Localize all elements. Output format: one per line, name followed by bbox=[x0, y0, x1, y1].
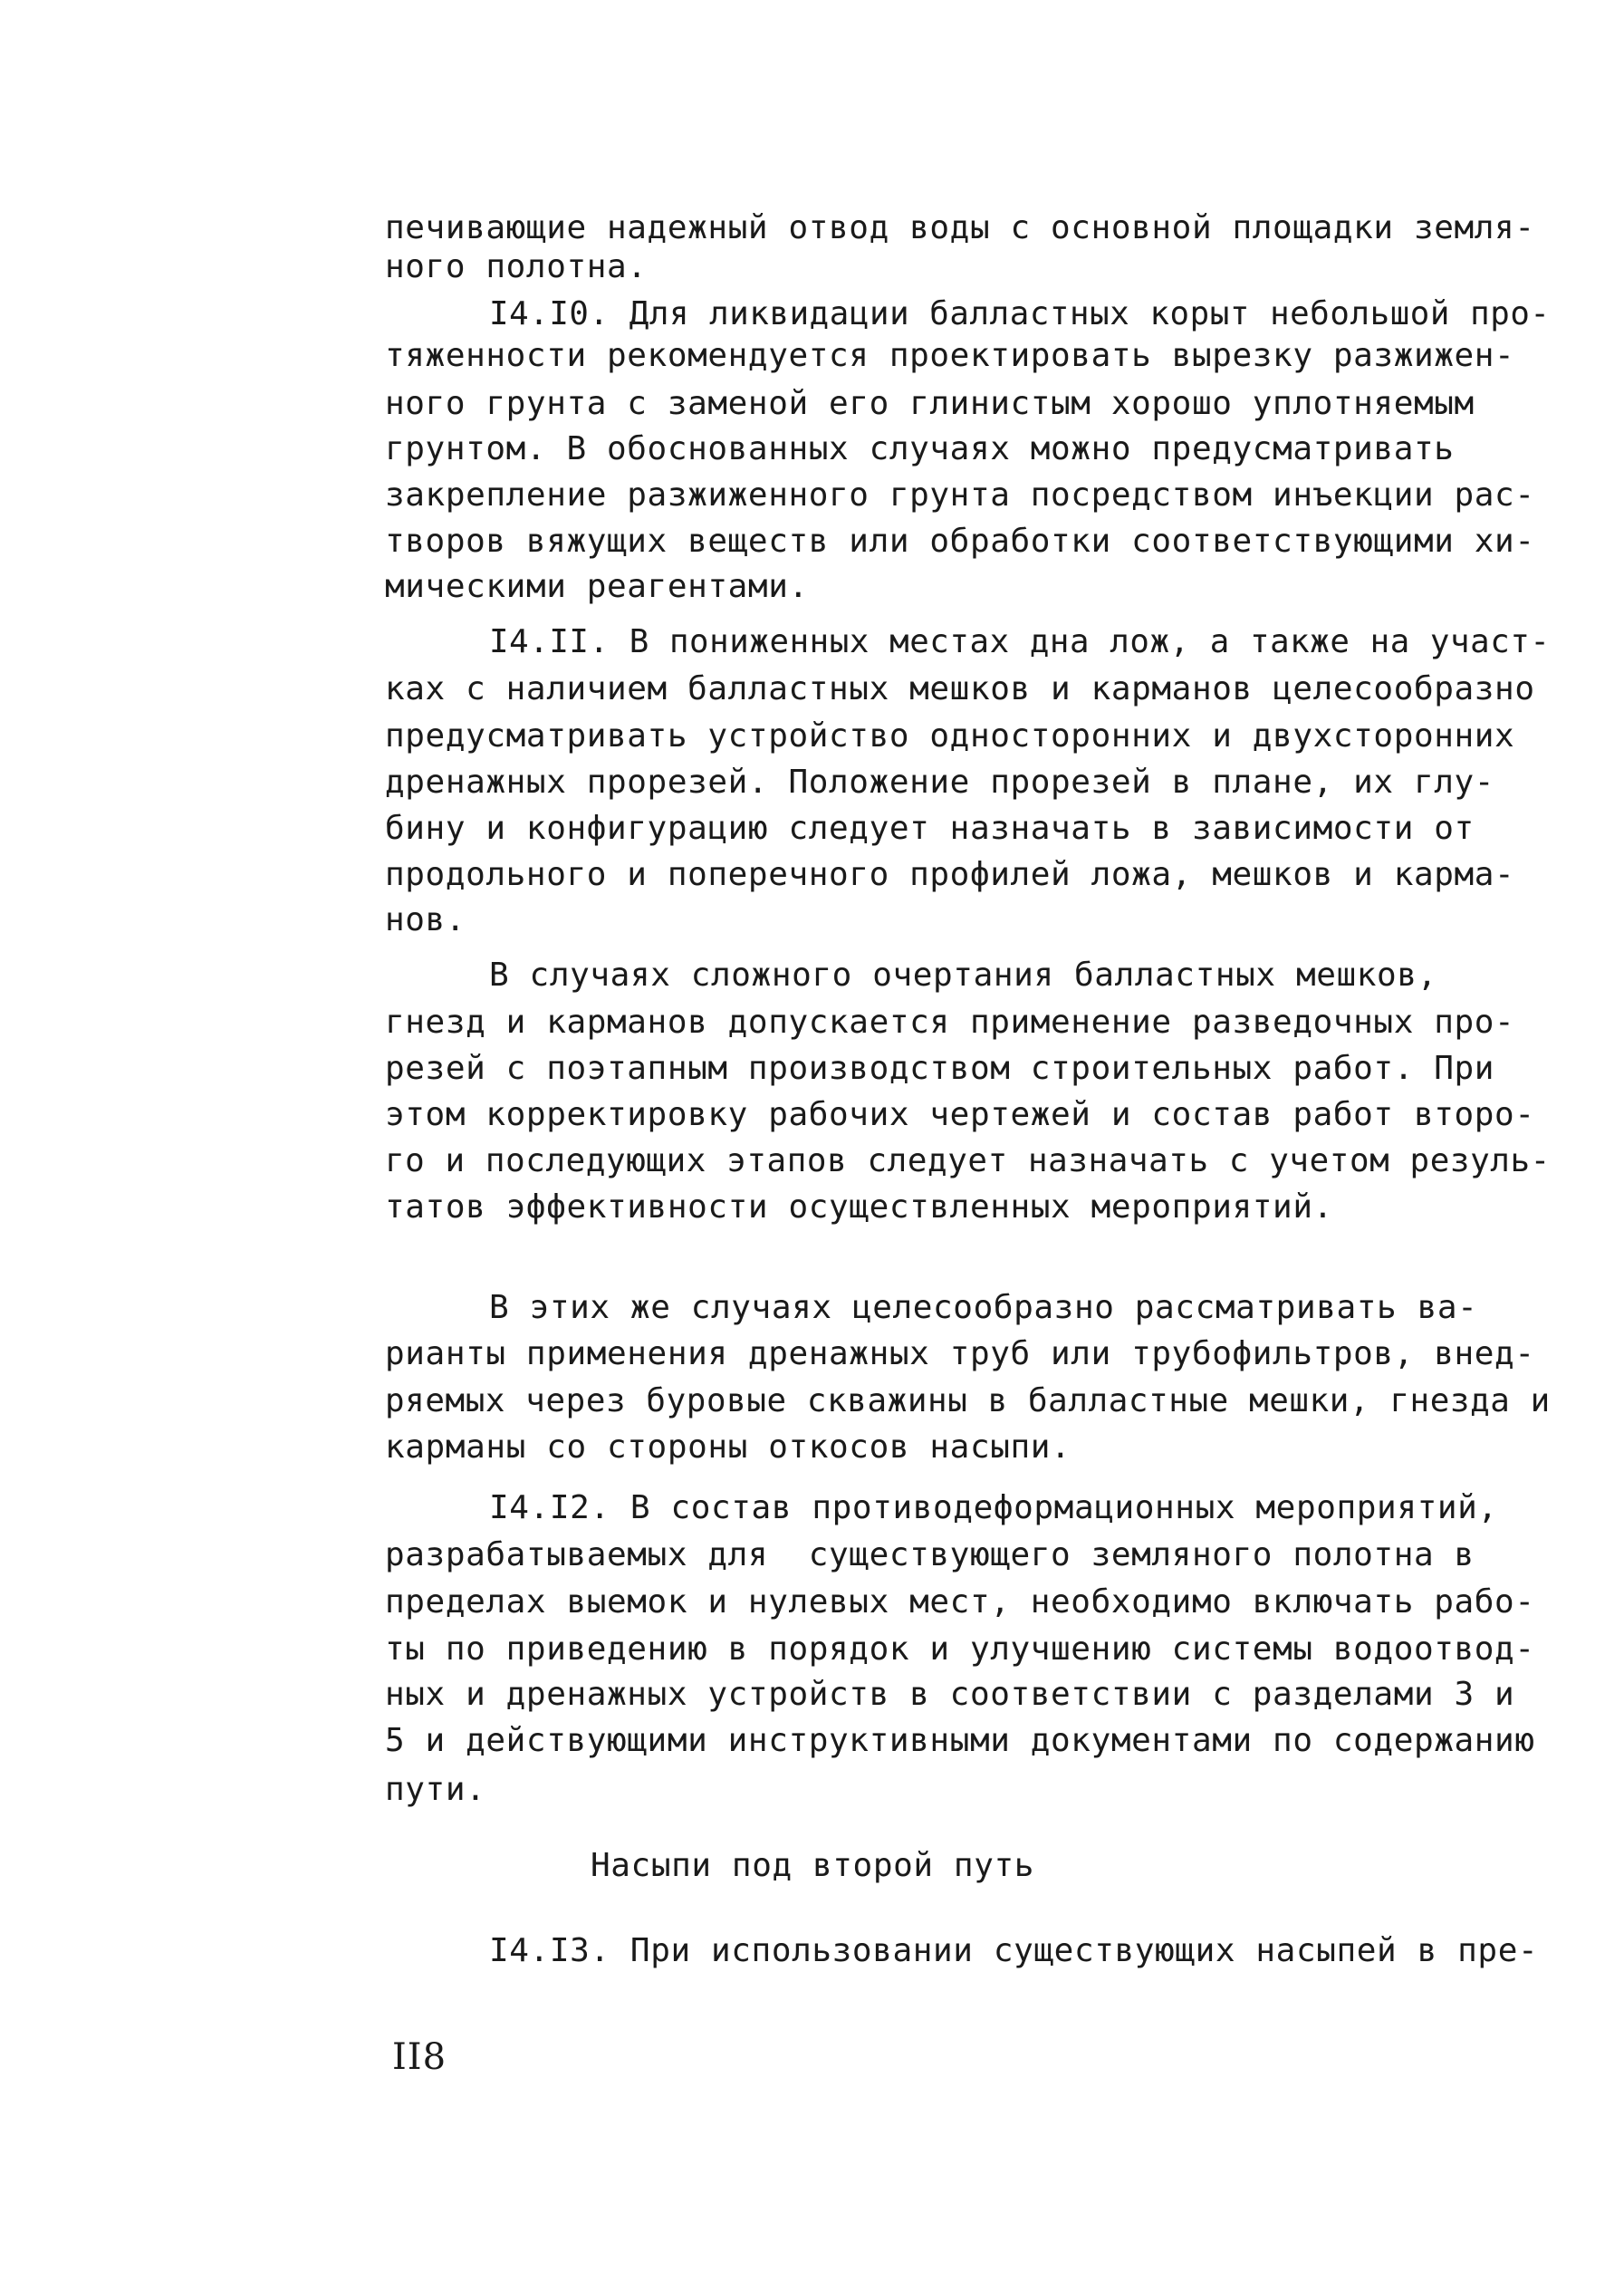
text-line: ках с наличием балластных мешков и карманов целесообразно bbox=[385, 670, 1535, 707]
text-line: печивающие надежный отвод воды с основной площадки земля- bbox=[385, 209, 1535, 246]
text-line: грунтом. В обоснованных случаях можно предусматривать bbox=[385, 430, 1455, 467]
text-line: ного грунта с заменой его глинистым хорошо уплотняемым bbox=[385, 385, 1475, 422]
text-line: ряемых через буровые скважины в балластные мешки, гнезда и bbox=[385, 1382, 1551, 1419]
paragraph-drain-pipes-start: В этих же случаях целесообразно рассматривать ва- bbox=[489, 1289, 1478, 1326]
text-line: творов вяжущих веществ или обработки соответствующими хи- bbox=[385, 523, 1535, 560]
text-line: карманы со стороны откосов насыпи. bbox=[385, 1428, 1071, 1466]
text-line: гнезд и карманов допускается применение разведочных про- bbox=[385, 1004, 1515, 1041]
text-line: нов. bbox=[385, 901, 466, 938]
text-line: рианты применения дренажных труб или трубофильтров, внед- bbox=[385, 1335, 1535, 1372]
paragraph-14-11-start: I4.II. В пониженных местах дна лож, а также на участ- bbox=[489, 623, 1551, 660]
text-line: закрепление разжиженного грунта посредством инъекции рас- bbox=[385, 476, 1535, 514]
text-line: тяженности рекомендуется проектировать вырезку разжижен- bbox=[385, 337, 1515, 374]
text-line: дренажных прорезей. Положение прорезей в плане, их глу- bbox=[385, 764, 1495, 801]
text-line: мическими реагентами. bbox=[385, 568, 809, 605]
paragraph-14-12-start: I4.I2. В состав противодеформационных мероприятий, bbox=[489, 1489, 1498, 1526]
text-line: ты по приведению в порядок и улучшению системы водоотвод- bbox=[385, 1630, 1535, 1668]
text-line: татов эффективности осуществленных мероприятий. bbox=[385, 1188, 1333, 1226]
text-line: предусматривать устройство односторонних и двухсторонних bbox=[385, 717, 1515, 755]
paragraph-complex-shapes-start: В случаях сложного очертания балластных мешков, bbox=[489, 957, 1437, 994]
paragraph-14-13-start: I4.I3. При использовании существующих насыпей в пре- bbox=[489, 1932, 1539, 1969]
text-line: резей с поэтапным производством строительных работ. При bbox=[385, 1050, 1495, 1087]
text-line: продольного и поперечного профилей ложа, мешков и карма- bbox=[385, 856, 1515, 893]
text-line: пути. bbox=[385, 1771, 486, 1808]
text-line: пределах выемок и нулевых мест, необходимо включать рабо- bbox=[385, 1583, 1535, 1621]
text-line: бину и конфигурацию следует назначать в зависимости от bbox=[385, 810, 1475, 847]
text-line: ных и дренажных устройств в соответствии с разделами 3 и bbox=[385, 1676, 1515, 1713]
text-line: го и последующих этапов следует назначать с учетом резуль- bbox=[385, 1142, 1551, 1179]
paragraph-14-10-start: I4.I0. Для ликвидации балластных корыт небольшой про- bbox=[489, 295, 1551, 332]
section-heading: Насыпи под второй путь bbox=[591, 1847, 1035, 1884]
page-number: II8 bbox=[392, 2036, 447, 2078]
text-line: этом корректировку рабочих чертежей и состав работ второ- bbox=[385, 1096, 1535, 1133]
text-line: 5 и действующими инструктивными документами по содержанию bbox=[385, 1722, 1535, 1759]
text-line: ного полотна. bbox=[385, 248, 648, 285]
text-line: разрабатываемых для существующего земляного полотна в bbox=[385, 1536, 1475, 1573]
